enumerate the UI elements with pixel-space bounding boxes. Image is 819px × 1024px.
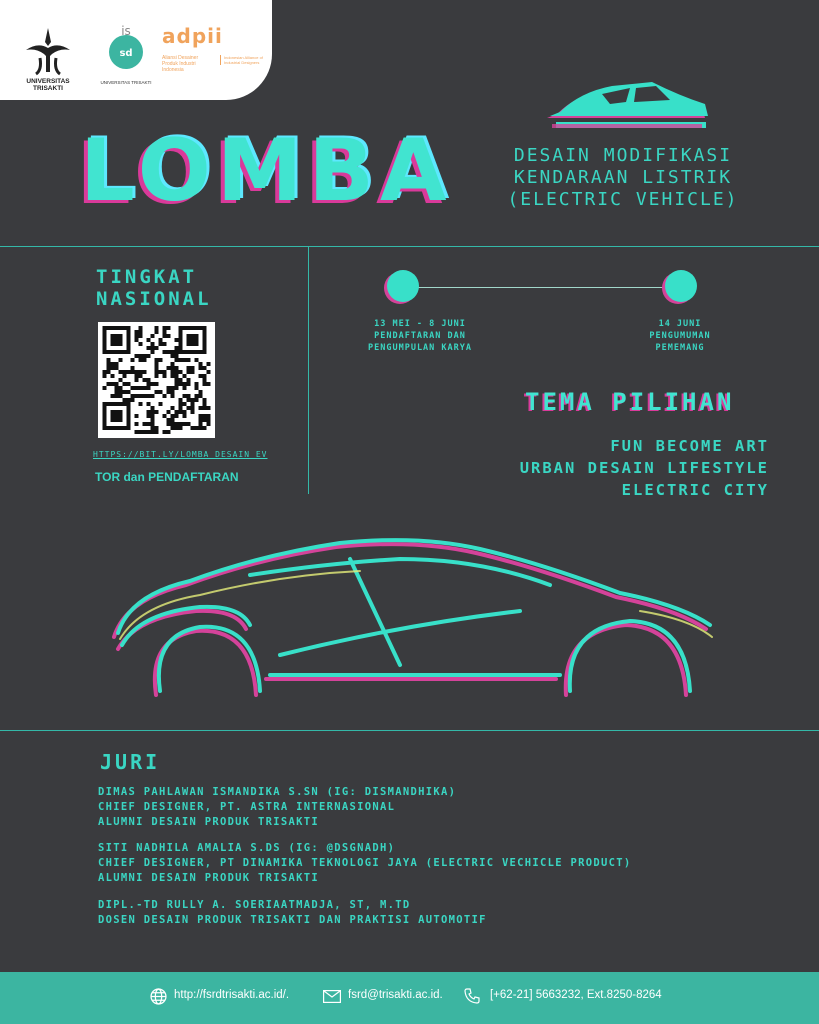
ev-car-icon — [540, 72, 715, 134]
footer — [0, 972, 819, 1024]
footer-phone[interactable]: [+62-21] 5663232, Ext.8250-8264 — [490, 989, 662, 1001]
timeline-dot-1 — [387, 270, 419, 302]
footer-email[interactable]: fsrd@trisakti.ac.id. — [348, 989, 443, 1001]
university-name: UNIVERSITAS TRISAKTI — [26, 78, 70, 92]
mail-icon — [323, 990, 341, 1003]
juri-2-alumni: ALUMNI DESAIN PRODUK TRISAKTI — [98, 872, 320, 884]
sd-logo-caption: UNIVERSITAS TRISAKTI — [100, 80, 152, 85]
tema-item-1: FUN BECOME ART — [610, 437, 769, 455]
registration-link[interactable]: HTTPS://BIT.LY/LOMBA_DESAIN_EV — [93, 450, 268, 459]
logo-bar — [0, 0, 272, 100]
title-subtitle — [478, 145, 768, 211]
timeline-text-1 — [330, 318, 510, 354]
timeline-1-line-3: PENGUMPULAN KARYA — [368, 343, 472, 353]
timeline-text-2 — [615, 318, 745, 354]
juri-title: JURI — [100, 750, 161, 774]
juri-1-name: DIMAS PAHLAWAN ISMANDIKA S.SN (IG: DISMANDHIKA) — [98, 786, 457, 798]
timeline-2-line-2: PENGUMUMAN — [649, 331, 711, 341]
divider-vertical — [308, 246, 309, 494]
tingkat-line-1: TINGKAT — [96, 266, 198, 288]
juri-3-name: DIPL.-TD RULLY A. SOERIAATMADJA, ST, M.TD — [98, 899, 411, 911]
tema-item-3: ELECTRIC CITY — [621, 481, 769, 499]
footer-website[interactable]: http://fsrdtrisakti.ac.id/. — [174, 989, 290, 1001]
juri-1-role: CHIEF DESIGNER, PT. ASTRA INTERNASIONAL — [98, 801, 396, 813]
tingkat-line-2: NASIONAL — [96, 288, 212, 310]
divider-bottom — [0, 730, 819, 731]
juri-2-role: CHIEF DESIGNER, PT DINAMIKA TEKNOLOGI JAYA (ELECTRIC VECHICLE PRODUCT) — [98, 857, 632, 869]
main-title: LOMBA — [80, 121, 453, 221]
timeline-1-date: 13 MEI - 8 JUNI — [374, 319, 466, 329]
timeline-dot-2 — [665, 270, 697, 302]
subtitle-line-2: KENDARAAN LISTRIK — [513, 167, 733, 188]
tema-title: TEMA PILIHAN — [525, 388, 735, 416]
divider-top — [0, 246, 819, 247]
tor-label: TOR dan PENDAFTARAN — [95, 470, 239, 484]
qr-code[interactable] — [98, 322, 215, 438]
adpii-caption-left: Aliansi Desainer Produk Industri Indonesia — [162, 55, 199, 73]
adpii-logo: adpii — [162, 24, 223, 48]
subtitle-line-3: (ELECTRIC VEHICLE) — [507, 189, 739, 210]
trisakti-logo-icon — [22, 24, 74, 76]
timeline-1-line-2: PENDAFTARAN DAN — [374, 331, 466, 341]
svg-text:sd: sd — [119, 48, 133, 59]
subtitle-line-1: DESAIN MODIFIKASI — [513, 145, 733, 166]
phone-icon — [464, 988, 480, 1004]
adpii-caption-right: Indonesian Alliance of Industrial Designers — [220, 55, 266, 65]
svg-text:is: is — [121, 24, 131, 38]
timeline-2-date: 14 JUNI — [658, 319, 702, 329]
tema-item-2: URBAN DESAIN LIFESTYLE — [519, 459, 769, 477]
timeline-line — [405, 287, 675, 288]
car-illustration-icon — [100, 515, 725, 715]
juri-2-name: SITI NADHILA AMALIA S.DS (IG: @DSGNADH) — [98, 842, 396, 854]
timeline-2-line-3: PEMEMANG — [655, 343, 705, 353]
qr-code-icon — [98, 322, 215, 438]
sd-logo-icon — [100, 22, 152, 78]
juri-1-alumni: ALUMNI DESAIN PRODUK TRISAKTI — [98, 816, 320, 828]
juri-3-role: DOSEN DESAIN PRODUK TRISAKTI DAN PRAKTISI AUTOMOTIF — [98, 914, 487, 926]
tingkat-label — [96, 266, 212, 310]
globe-icon — [150, 988, 167, 1005]
